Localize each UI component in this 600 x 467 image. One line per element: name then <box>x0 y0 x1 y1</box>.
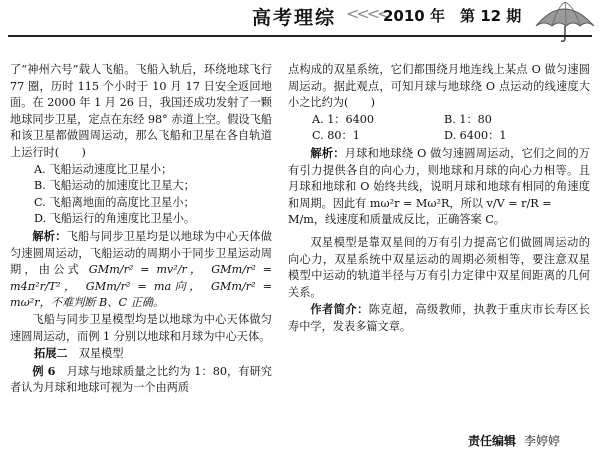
left-column <box>10 62 272 397</box>
page-header <box>0 0 600 44</box>
formula-3: GMm/r² = ma向， <box>85 279 204 293</box>
analysis-label: 解析： <box>32 228 67 243</box>
editor-label: 责任编辑 <box>468 434 517 448</box>
analysis-text: 飞船与同步卫星均是以地球为中心天体做匀速圆周运动，飞船运动的周期小于同步卫星运动周期，由公式 <box>10 229 272 277</box>
chevrons-decoration: <<<< <box>346 4 388 23</box>
example-6 <box>10 363 272 397</box>
responsible-editor <box>468 432 560 449</box>
option-c: C. 80：1 <box>312 129 360 143</box>
extension-title: 双星模型 <box>78 347 124 361</box>
option-b: B. 飞船运动的加速度比卫星大； <box>34 179 195 193</box>
option-b: B. 1：80 <box>444 112 492 126</box>
left-paragraph-2: 飞船与同步卫星模型均是以地球为中心天体做匀速圆周运动，而例 1 分别以地球和月球为中心天体。 <box>10 312 272 343</box>
analysis-paragraph <box>10 228 272 312</box>
analysis-text: 月球和地球绕 O 做匀速圆周运动，它们之间的万有引力提供各自的向心力，则地球和月球的向心力相等。且月球和地球和 O 始终共线，说明月球和地球有相同的角速度和周期。因此有 mω²r = Mω²R，所以 v/V = r/R = <box>288 146 590 210</box>
option-a: A. 1：6400 <box>312 112 374 126</box>
header-rule <box>8 35 592 37</box>
formula-4: GMm/r² = mω²r，不难判断 B、C 正确。 <box>10 279 272 310</box>
right-analysis <box>288 145 590 212</box>
left-paragraph-1: 了“神州六号”载人飞船。飞船入轨后，环绕地球飞行 77 圈，历时 115 个小时于 10 月 17 日安全返回地面。在 2000 年 1 月 26 日，我国还成功发射了一颗地球同步卫星，定点在东经 98° 赤道上空。假设飞船和该卫星都做圆周运动，那么飞船和卫星在各自轨道上运行时( ) <box>10 63 272 159</box>
extension-heading <box>10 345 272 363</box>
example-6-text: 月球与地球质量之比约为 1：80，有研究者认为月球和地球可视为一个由两质 <box>10 364 272 395</box>
right-column <box>288 62 590 336</box>
options-row-1 <box>288 112 590 129</box>
right-paragraph-2: 双星模型是靠双星间的万有引力提高它们做圆周运动的向心力，双星系统中双星运动的周期必须相等，要注意双星模型中运动的轨道半径与万有引力定律中双星间距离的几何关系。 <box>288 235 590 299</box>
formula-2: GMm/r² = m4π²r/T²， <box>10 263 272 293</box>
formula-1: GMm/r² = mv²/r， <box>88 263 205 277</box>
author-text: 陈克超，高级教师，执教于重庆市长寿区长寿中学，发表多篇文章。 <box>288 303 590 333</box>
extension-label: 拓展二 <box>34 346 68 361</box>
right-analysis-cont: M/m，线速度和质量成反比，正确答案 C。 <box>288 213 505 227</box>
analysis-label: 解析： <box>310 145 345 160</box>
option-d: D. 6400：1 <box>444 129 507 143</box>
option-d: D. 飞船运行的角速度比卫星小。 <box>34 212 196 226</box>
right-paragraph-1: 点构成的双星系统，它们都围绕月地连线上某点 O 做匀速圆周运动。据此观点，可知月球与地球绕 O 点运动的线速度大小之比约为( ) <box>288 63 590 110</box>
journal-brand: 高考理综 <box>252 7 337 29</box>
example-6-label: 例 6 <box>32 363 56 378</box>
options-row-2 <box>288 128 590 145</box>
option-c: C. 飞船离地面的高度比卫星小； <box>34 195 195 209</box>
editor-name: 李婷婷 <box>524 434 561 448</box>
author-intro <box>288 301 590 335</box>
author-label: 作者简介： <box>310 302 369 317</box>
issue-label: 2010 年 第 12 期 <box>383 7 522 25</box>
option-a: A. 飞船运动速度比卫星小； <box>34 162 173 176</box>
